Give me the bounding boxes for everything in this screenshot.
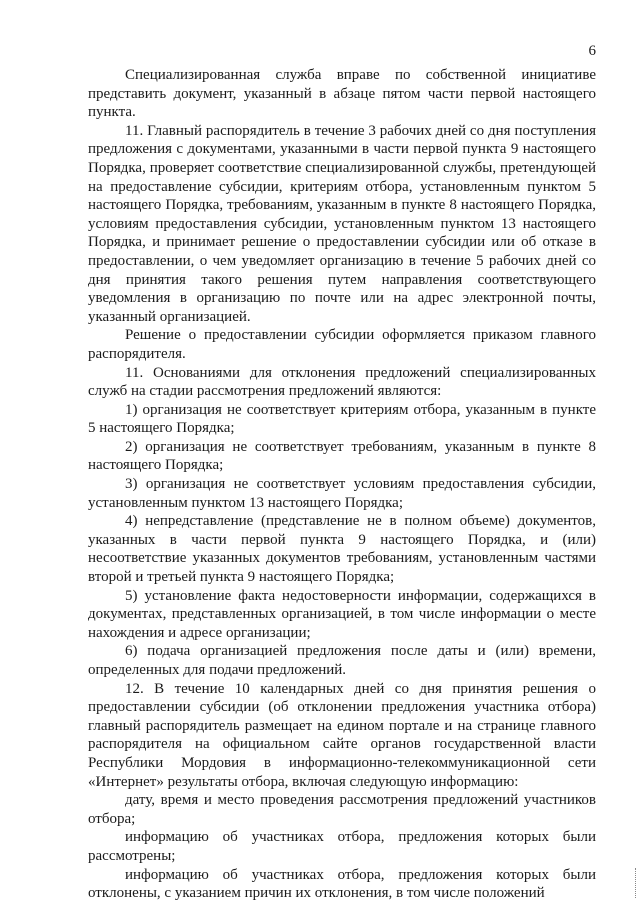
page-number: 6 <box>588 43 596 59</box>
list-item: дату, время и место проведения рассмотрения предложений участников отбора; <box>88 792 596 827</box>
list-item: 1) организация не соответствует критериям отбора, указанным в пункте 5 настоящего Порядка; <box>88 401 596 437</box>
paragraph: 11. Главный распорядитель в течение 3 рабочих дней со дня поступления предложения с документами, указанными в части первой пункта 9 настоящего Порядка, проверяет соответствие специализированной службы, претендующей на предоставление субсидии, критериям отбора, установленным пунктом 5 настоящего Порядка, требованиям, указанным в пункте 8 настоящего Порядка, условиям предоставления субсидии, установленным пунктом 13 настоящего Порядка, и принимает решение о предоставлении субсидии или об отказе в предоставлении, о чем уведомляет организацию в течение 5 рабочих дней со дня принятия такого решения путем направления соответствующего уведомления в организацию по почте или на адрес электронной почты, указанный организацией. <box>88 122 596 325</box>
paragraph: 11. Основаниями для отклонения предложений специализированных служб на стадии рассмотрения предложений являются: <box>88 364 596 400</box>
list-item: 5) установление факта недостоверности информации, содержащихся в документах, представленных организацией, в том числе информации о месте нахождения и адресе организации; <box>88 587 596 641</box>
list-item: 6) подача организацией предложения после даты и (или) времени, определенных для подачи предложений. <box>88 643 596 678</box>
list-item: 3) организация не соответствует условиям предоставления субсидии, установленным пунктом 13 настоящего Порядка; <box>88 476 596 511</box>
list-item: информацию об участниках отбора, предложения которых были отклонены, с указанием причин их отклонения, в том числе положений <box>88 866 596 902</box>
paragraph: 12. В течение 10 календарных дней со дня принятия решения о предоставлении субсидии (об отклонении предложения участника отбора) главный распорядитель размещает на едином портале и на странице главного распорядителя на официальном сайте органов государственной власти Республики Мордовия в информационно-телекоммуникационной сети «Интернет» результаты отбора, включая следующую информацию: <box>88 680 596 790</box>
document-body <box>88 66 596 903</box>
list-item: 4) непредставление (представление не в полном объеме) документов, указанных в части первой пункта 9 настоящего Порядка, и (или) несоответствие указанных документов требованиям, установленным частями второй и третьей пункта 9 настоящего Порядка; <box>88 513 596 586</box>
list-item: информацию об участниках отбора, предложения которых были рассмотрены; <box>88 829 596 864</box>
paragraph: Специализированная служба вправе по собственной инициативе представить документ, указанный в абзаце пятом части первой настоящего пункта. <box>88 67 596 121</box>
scan-edge-mark <box>633 868 636 898</box>
list-item: 2) организация не соответствует требованиям, указанным в пункте 8 настоящего Порядка; <box>88 438 596 474</box>
paragraph: Решение о предоставлении субсидии оформляется приказом главного распорядителя. <box>88 327 596 362</box>
